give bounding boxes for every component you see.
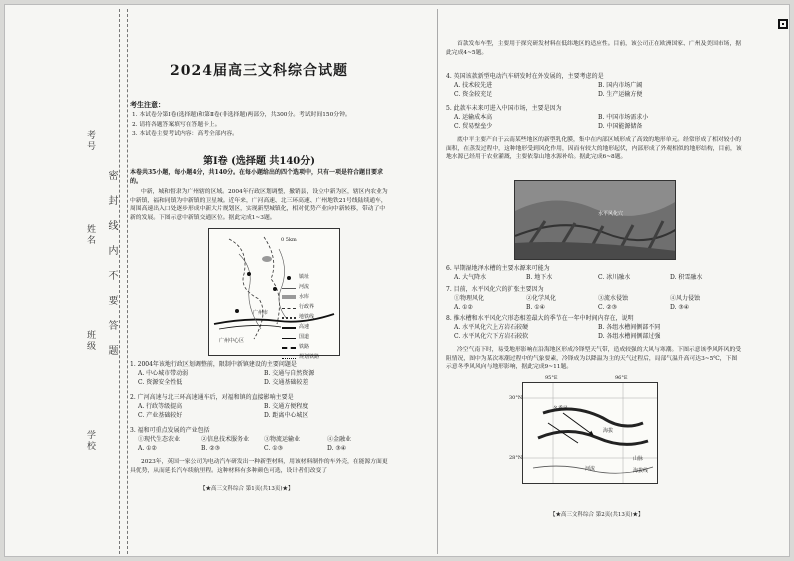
passage-two-continued: 首款发布车型，主要用于探究研发材料在低纬地区的适应性。目前，该公司正在欧洲国家、广州及美国市场，据此完成4~5题。 (446, 41, 742, 56)
map-legend (282, 272, 342, 362)
map-place-label: 广州市 (253, 310, 269, 316)
option: D. 中国能源储备 (598, 123, 643, 131)
option: D. 交通基础较差 (264, 379, 309, 387)
option: C. 冰川融水 (598, 274, 631, 282)
footer-right: 【★高三文科综合 第2页(共13页)★】 (550, 512, 644, 518)
question-1: 1. 2004年该地行政区划调整前，限制中新镇建设的主要问题是 A. 中心城市带动弱 B. 交通与自然资源 C. 资源安全性低 D. 交通基础较差 (130, 360, 390, 388)
column-divider (437, 9, 438, 554)
question-6: 6. 早期湿地泽水槽的主要水源来可能为 A. 大气降水 B. 地下水 C. 冰川融水 D. 积雪融水 (446, 264, 742, 282)
binding-label-name: 姓名 (85, 224, 95, 246)
option: A. 运输成本高 (454, 114, 493, 122)
option: D. 距离中心城区 (264, 412, 309, 420)
part-one-intro: 本卷共35小题，每小题4分，共140分。在每小题给出的四个选项中，只有一项是符合题目要求的。 (130, 169, 384, 185)
photo-weathering-cave (514, 180, 676, 260)
map-label: 河流 (585, 466, 596, 472)
legend-item: 规划铁路 (282, 352, 342, 362)
map-legend-item: 海拔线 (633, 468, 649, 474)
legend-item: 国道 (282, 332, 342, 342)
footer-left: 【★高三文科综合 第1页(共13页)★】 (200, 486, 294, 492)
option: C. 产业基础较好 (138, 412, 183, 420)
map-legend-item: 山脉 (633, 456, 644, 462)
option: B. 地下水 (526, 274, 553, 282)
binding-label-class: 班级 (85, 330, 95, 352)
answer-choice: C. ①③ (264, 445, 283, 453)
question-8: 8. 推水槽和水平风化穴形态相差最大的季节在一年中时间内存在，说明 A. 水平风化穴上方岩石较硬 B. 各组水槽间侧部不同 C. 水平风化穴下方岩石较软 D. 各组水槽间侧部过强 (446, 314, 742, 342)
question-4: 4. 英国该款新型电动汽车研发时在外发展的，主要考虑的是 A. 技术较先进 B. 国内市场广阔 C. 资金较充足 D. 生产运输方便 (446, 72, 742, 100)
answer-choice: D. ③④ (327, 445, 347, 453)
map-place-label: 广州中心区 (219, 338, 245, 344)
photo-label: 水平风化穴 (598, 211, 624, 217)
option: B. 中国市场需求小 (598, 114, 649, 122)
seal-line-text: 密封线内不要答题 (106, 170, 117, 370)
option: ①现代生态农业 (138, 436, 181, 444)
notice-item: 3. 本试卷主要考试内容：高考全部内容。 (132, 131, 238, 138)
option: D. 积雪融水 (670, 274, 703, 282)
option: C. 资源安全性低 (138, 379, 183, 387)
binding-line-inner (127, 9, 128, 554)
question-2: 2. 广河高速与北三环高速通车后，对福和镇的直接影响主要是 A. 行政等级提高 B. 交通方便程度 C. 产业基础较好 D. 距离中心城区 (130, 393, 390, 421)
qr-code-icon (778, 14, 788, 33)
passage-three: 底中平主要产自于云南某些地区的新型乳化膜，集中在内部区域形成了高效的地形单元。经常形成了相对较小的面积，在蒸发过程中，这种地形受到风化作用，因而有较大的地形起伏，内部形成了外观相似的地形结构，目前，该地水源已经用于农业灌溉，主要依靠山地水源补给。据此完成6~8题。 (446, 137, 742, 161)
option: B. 各组水槽间侧部不同 (598, 324, 661, 332)
passage-one: 中新，城和督隶为广州辖的区域。2004年行政区划调整，撤销县，设立中新为区，辖区内农业为中新镇，福和同镇为中新镇的卫星城。近年来，广河高速、北三环高速、广州地铁21号线陆续通车，周围高速出入口处逐步形成中新大片规划区，实现新型城镇化，相对优势产业向中新转移，带动了中新的发展。下图示意中新镇交通区位。据此完成1~3题。 (130, 189, 388, 221)
option: C. 资金较充足 (454, 91, 493, 99)
legend-item: 行政界 (282, 302, 342, 312)
option: ③流水侵蚀 (598, 295, 629, 303)
notice-item: 2. 请将各题答案填写在答题卡上。 (132, 121, 221, 128)
option: B. 国内市场广阔 (598, 82, 643, 90)
option: C. 水平风化穴下方岩石较软 (454, 333, 529, 341)
legend-item: 镇址 (282, 272, 342, 282)
map-winter-monsoon (509, 375, 658, 484)
option: A. 行政等级提高 (138, 403, 183, 411)
map-label: 海拔 (603, 428, 614, 434)
option: D. 生产运输方便 (598, 91, 643, 99)
option: ④金融业 (327, 436, 352, 444)
exam-title: 2024届高三文科综合试题 (170, 63, 348, 79)
option: A. 中心城市带动弱 (138, 370, 189, 378)
answer-choice: D. ③④ (670, 304, 690, 312)
passage-four: 冷空气南下时，易受地形影响在沿海地区形成冷锋型天气带，造成较强的大风与寒潮。下图示意该季风阵风的受阻情况，图中为某次寒潮过程中的气象要素，冷锋成为以降温为主的天气过程后，局部气温升高可达3~5℃，下图示意冬季风风向与地形影响，据此完成9~11题。 (446, 347, 742, 371)
option: ③物流运输业 (264, 436, 301, 444)
option: B. 交通与自然资源 (264, 370, 315, 378)
binding-label-school: 学校 (85, 430, 95, 452)
option: C. 贸易壁垒少 (454, 123, 493, 131)
part-one-title: 第Ⅰ卷 (选择题 共140分) (203, 156, 315, 167)
lon-label: 96°E (615, 375, 628, 381)
option: ④风力侵蚀 (670, 295, 701, 303)
binding-line-outer (119, 9, 120, 554)
lat-label: 28°N (509, 455, 523, 461)
legend-item: 河流 (282, 282, 342, 292)
answer-choice: B. ②③ (201, 445, 220, 453)
lon-label: 95°E (545, 375, 558, 381)
option: B. 交通方便程度 (264, 403, 309, 411)
option: A. 大气降水 (454, 274, 487, 282)
answer-choice: A. ①② (454, 304, 473, 312)
option: A. 技术较先进 (454, 82, 493, 90)
option: ①物理风化 (454, 295, 485, 303)
notice-heading: 考生注意： (130, 100, 165, 109)
map-label: 冬季风 (553, 406, 569, 412)
legend-item: 铁路 (282, 342, 342, 352)
map-scale: 0 5km (281, 237, 297, 243)
answer-choice: C. ②③ (598, 304, 617, 312)
question-5: 5. 此款车未来可进入中国市场，主要是因为 A. 运输成本高 B. 中国市场需求小 C. 贸易壁垒少 D. 中国能源储备 (446, 104, 742, 132)
option: D. 各组水槽间侧部过强 (598, 333, 661, 341)
answer-choice: B. ①④ (526, 304, 545, 312)
legend-item: 地铁线 (282, 312, 342, 322)
answer-choice: A. ①② (138, 445, 157, 453)
question-7: 7. 目前，水平风化穴的扩张主要因为 ①物理风化 ②化学风化 ③流水侵蚀 ④风力侵蚀 A. ①② B. ①④ C. ②③ D. ③④ (446, 285, 742, 313)
option: A. 水平风化穴上方岩石较硬 (454, 324, 529, 332)
lat-label: 30°N (509, 395, 523, 401)
question-3: 3. 福和可重点发展的产业包括 ①现代生态农业 ②信息技术服务业 ③物流运输业 ④金融业 A. ①② B. ②③ C. ①③ D. ③④ (130, 426, 390, 454)
legend-item: 高速 (282, 322, 342, 332)
notice-list (132, 111, 390, 140)
binding-label-exam-id: 考号 (85, 130, 95, 152)
notice-item: 1. 本试卷分第Ⅰ卷(选择题)和第Ⅱ卷(非选择题)两部分，共300分。考试时间150分钟。 (132, 112, 351, 118)
option: ②化学风化 (526, 295, 557, 303)
legend-item: 水库 (282, 292, 342, 302)
option: ②信息技术服务业 (201, 436, 250, 444)
passage-two: 2023年，英国一家公司为电动汽车研发出一种新型材料，用该材料制作的车外壳，在能源方面更具优势，从而延长汽车续航里程。这种材料有多种颜色可选，设计者们改变了 (130, 459, 388, 474)
